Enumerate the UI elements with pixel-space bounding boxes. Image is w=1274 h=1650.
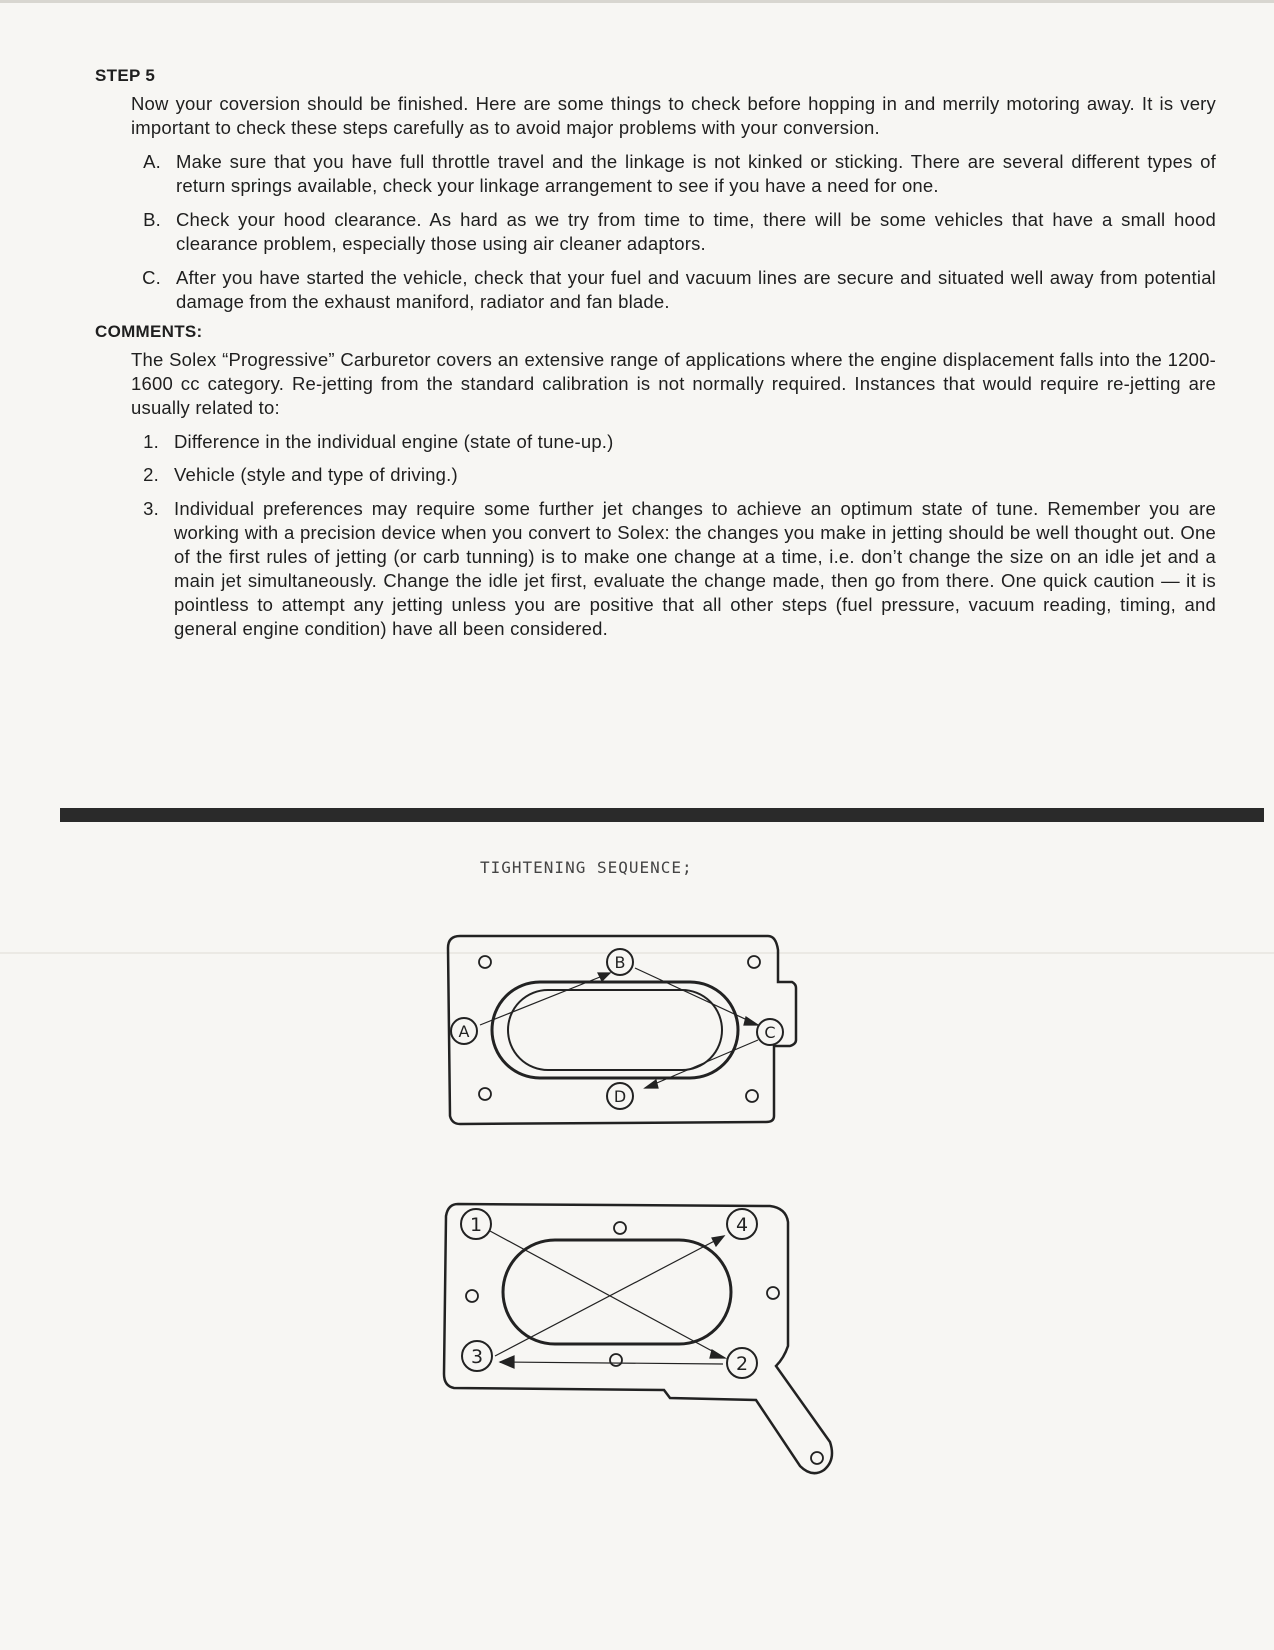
lower-label-1: 1: [469, 1214, 483, 1236]
comments-item-2-marker: 2.: [143, 464, 159, 485]
lower-arrowhead-3: [500, 1356, 514, 1368]
comments-item-1: [129, 430, 1216, 454]
step5-heading: STEP 5: [95, 66, 156, 85]
comments-item-3-text: Individual preferences may require some further jet changes to achieve an optimum state of tune. Remember you are working with a precision device when you convert to Solex: the changes you make in jetting should be well thought out. One of the first rules of jetting (or carb tunning) is to make one change at a time, i.e. don’t change the size on an idle jet and a main jet simultaneously. Change the idle jet first, evaluate the change made, then go from there. One quick caution — it is pointless to attempt any jetting unless you are positive that all other steps (fuel pressure, vacuum reading, timing, and general engine condition) have all been considered.: [174, 498, 1216, 639]
upper-bolt-hole-tr: [748, 956, 760, 968]
upper-label-a: A: [458, 1022, 470, 1041]
comments-intro: The Solex “Progressive” Carburetor covers an extensive range of applications where the engine displacement falls into the 1200-1600 cc category. Re-jetting from the standard calibration is not normally required. Instances that would require re-jetting are usually related to:: [131, 349, 1216, 418]
tightening-sequence-title: TIGHTENING SEQUENCE;: [480, 858, 693, 877]
upper-bolt-hole-br: [746, 1090, 758, 1102]
step5-item-c: [131, 266, 1216, 314]
upper-arrowhead-c: [744, 1017, 758, 1025]
lower-arrow-1-2: [490, 1231, 725, 1358]
upper-arrow-c-d: [645, 1040, 758, 1088]
lower-gasket-diagram: [440, 1196, 840, 1486]
upper-gasket-diagram: [440, 930, 800, 1135]
section-divider: [60, 808, 1264, 822]
upper-bolt-hole-bl: [479, 1088, 491, 1100]
comments-item-3: [129, 497, 1216, 665]
lower-bolt-hole-right: [767, 1287, 779, 1299]
comments-item-2: [129, 463, 1216, 487]
upper-arrowhead-b: [598, 973, 610, 981]
lower-arrowhead-2: [710, 1350, 725, 1358]
upper-label-d: D: [613, 1087, 627, 1106]
step5-item-b-marker: B.: [143, 209, 161, 230]
upper-bolt-hole-tl: [479, 956, 491, 968]
step5-item-a: [131, 150, 1216, 198]
upper-arrowhead-d: [645, 1080, 658, 1088]
lower-bolt-hole-bottom: [610, 1354, 622, 1366]
step5-item-c-text: After you have started the vehicle, check that your fuel and vacuum lines are secure and situated well away from potential damage from the exhaust maniford, radiator and fan blade.: [176, 267, 1216, 312]
lower-label-2: 2: [735, 1353, 749, 1375]
lower-arrow-3-4: [495, 1236, 724, 1356]
upper-label-c: C: [764, 1023, 776, 1042]
lower-label-3: 3: [470, 1346, 484, 1368]
lower-gasket-outline: [444, 1204, 832, 1473]
step5-item-b-text: Check your hood clearance. As hard as we try from time to time, there will be some vehicles that have a small hood clearance problem, especially those using air cleaner adaptors.: [176, 209, 1216, 254]
comments-item-1-marker: 1.: [143, 431, 159, 452]
comments-item-3-marker: 3.: [143, 498, 159, 519]
lower-bolt-hole-left: [466, 1290, 478, 1302]
comments-item-2-text: Vehicle (style and type of driving.): [174, 464, 458, 485]
step5-item-b: [131, 208, 1216, 256]
step5-intro: Now your coversion should be finished. Here are some things to check before hopping in and merrily motoring away. It is very important to check these steps carefully as to avoid major problems with your conversion.: [131, 93, 1216, 138]
lower-bolt-hole-top: [614, 1222, 626, 1234]
step5-item-a-marker: A.: [143, 151, 161, 172]
comments-heading: COMMENTS:: [95, 322, 203, 341]
page-edge: [0, 0, 1274, 3]
upper-arrow-b-c: [635, 968, 758, 1025]
lower-bolt-hole-tab: [811, 1452, 823, 1464]
upper-gasket-port-inner: [508, 990, 722, 1070]
lower-arrowhead-4: [712, 1236, 724, 1246]
step5-item-c-marker: C.: [142, 267, 161, 288]
upper-label-b: B: [614, 953, 626, 972]
lower-label-4: 4: [735, 1214, 749, 1236]
comments-item-1-text: Difference in the individual engine (state of tune-up.): [174, 431, 614, 452]
step5-item-a-text: Make sure that you have full throttle travel and the linkage is not kinked or sticking. There are several different types of return springs available, check your linkage arrangement to see if you have a need for one.: [176, 151, 1216, 196]
